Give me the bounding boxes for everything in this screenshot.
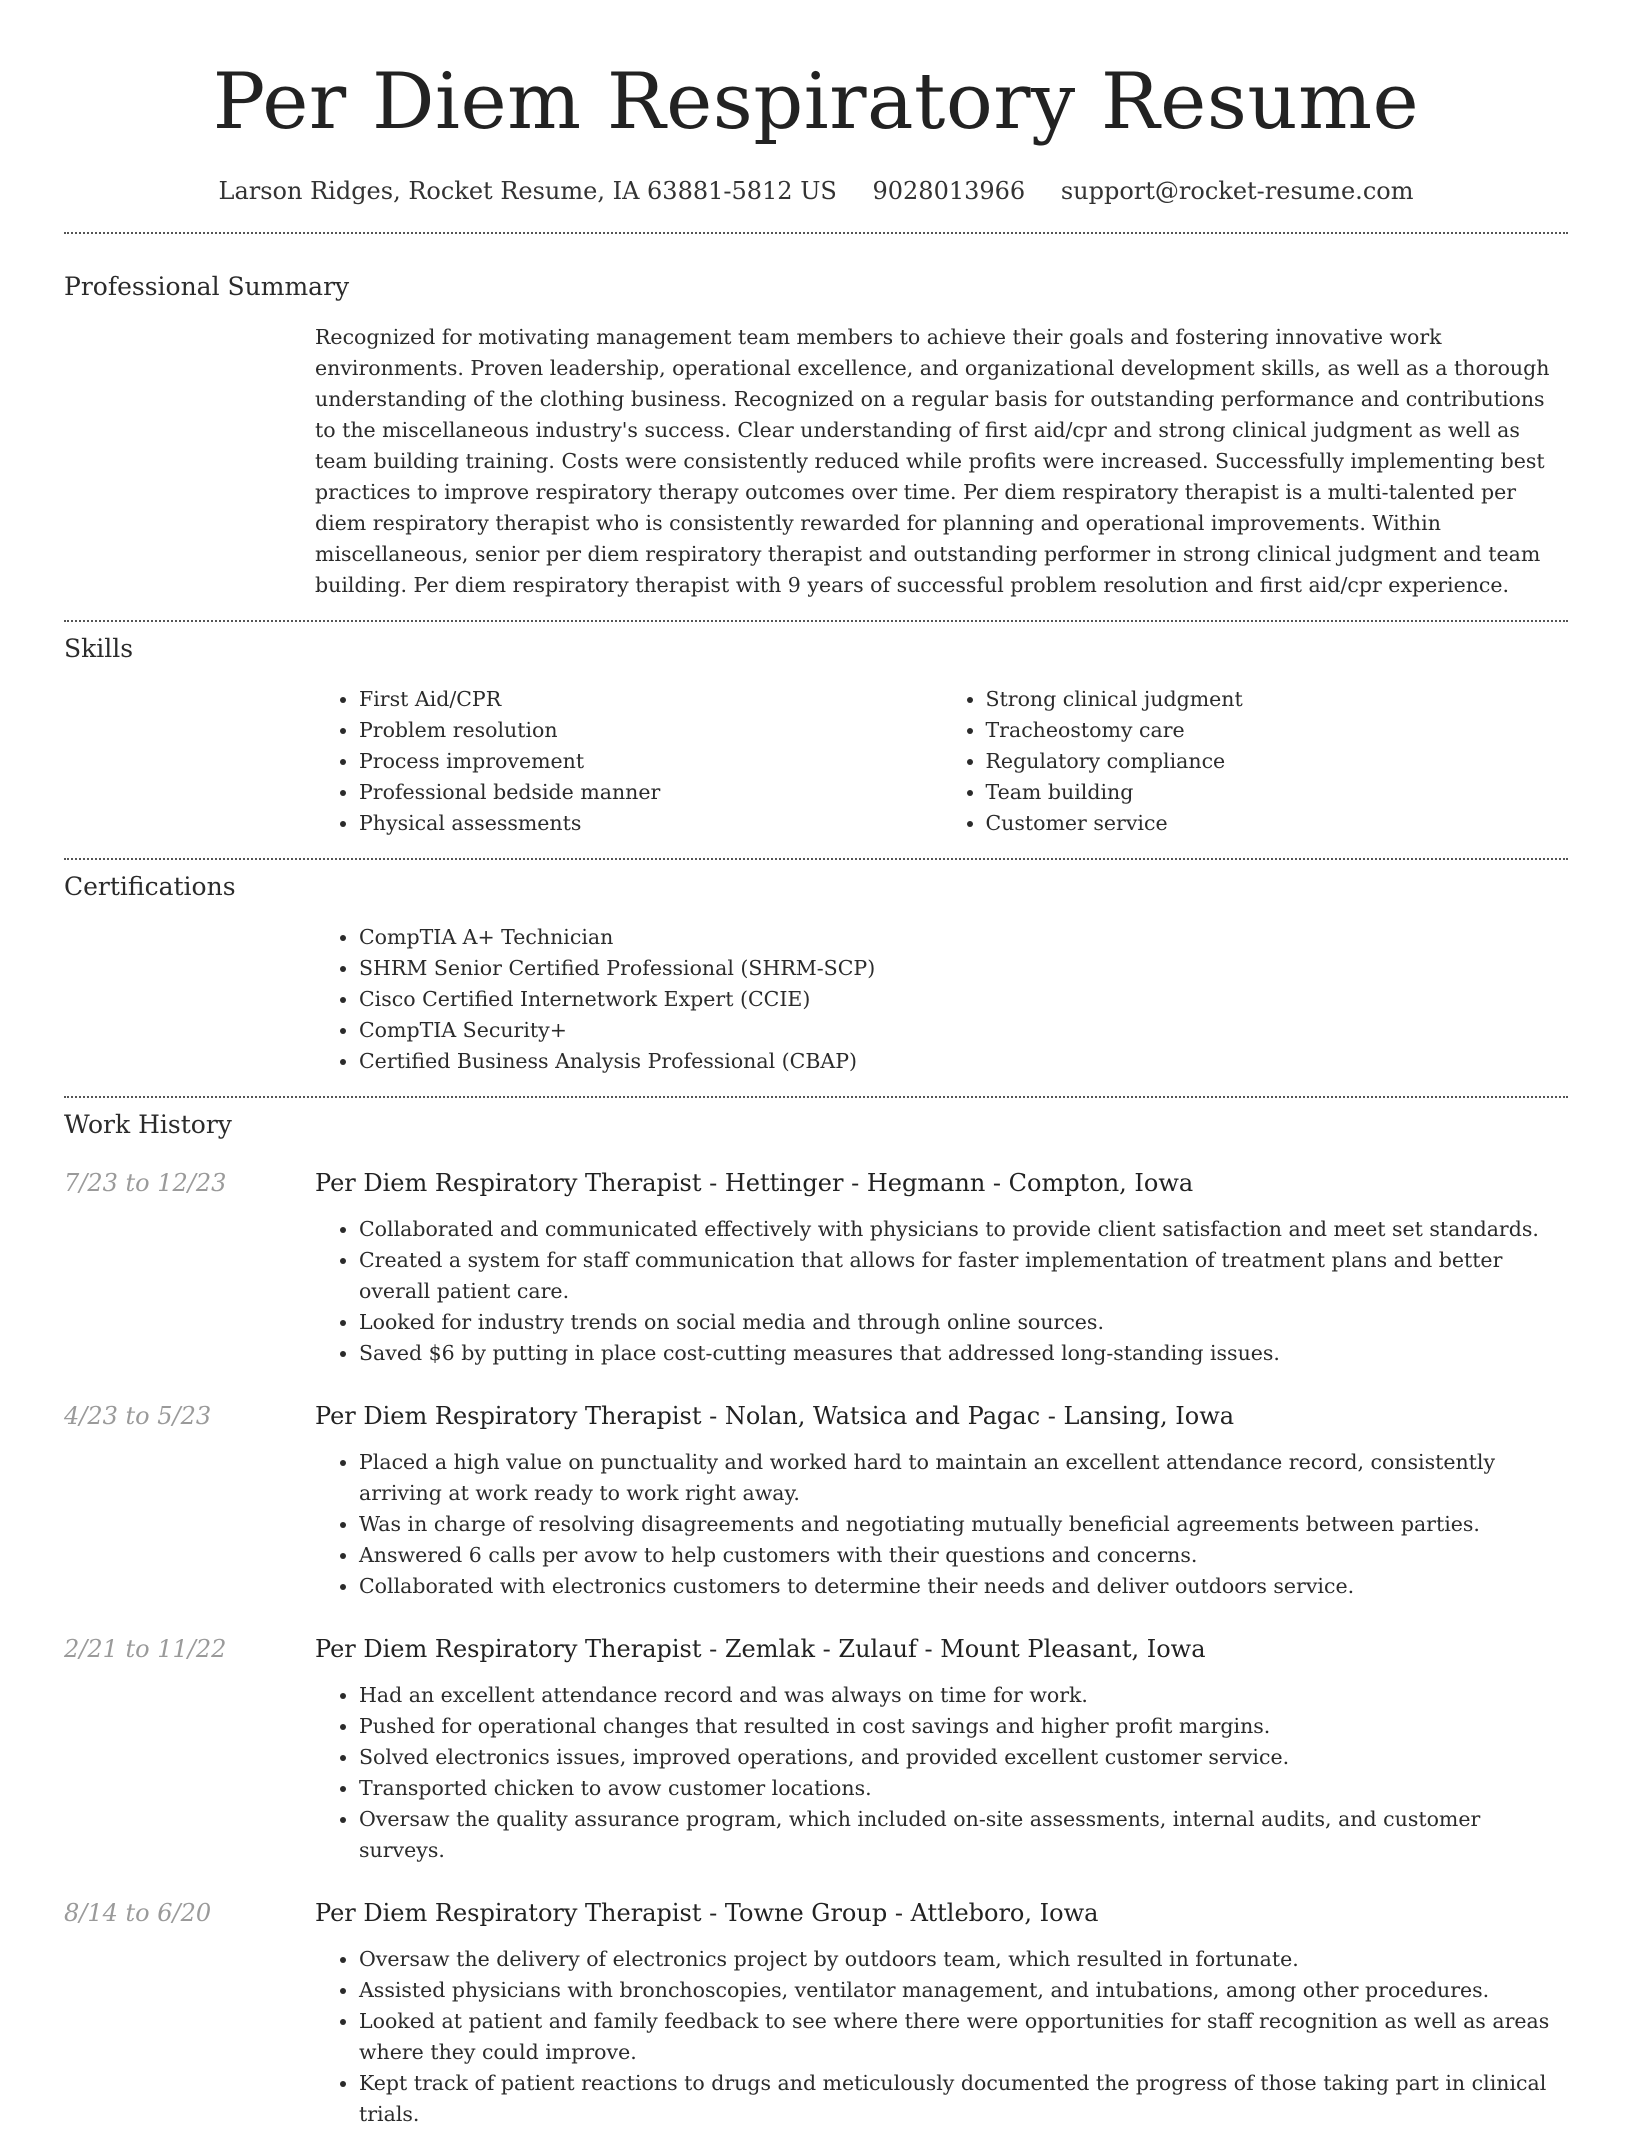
work-history-heading: Work History xyxy=(64,1110,232,1139)
skills-list-left xyxy=(315,684,942,839)
job-bullet: • Answered 6 calls per avow to help customers with their questions and concerns. xyxy=(359,1540,1568,1571)
skill-item: • First Aid/CPR xyxy=(359,684,942,715)
skill-item: • Team building xyxy=(986,777,1569,808)
skills-list-right xyxy=(942,684,1569,839)
job-bullets xyxy=(315,1214,1568,1369)
job-entry xyxy=(64,1632,1568,1866)
job-bullet: • Collaborated and communicated effectively with physicians to provide client satisfaction and meet set standards. xyxy=(359,1214,1568,1245)
skills-heading: Skills xyxy=(64,634,134,663)
job-title: Per Diem Respiratory Therapist - Nolan, Watsica and Pagac - Lansing, Iowa xyxy=(315,1402,1235,1430)
job-bullet: • Oversaw the quality assurance program, which included on-site assessments, internal audits, and customer surveys. xyxy=(359,1804,1568,1866)
job-date: 8/14 to 6/20 xyxy=(64,1899,212,1927)
certifications-list xyxy=(315,922,1568,1077)
job-title: Per Diem Respiratory Therapist - Hettinger - Hegmann - Compton, Iowa xyxy=(315,1169,1194,1197)
job-bullets xyxy=(315,1944,1568,2130)
job-bullet: • Had an excellent attendance record and was always on time for work. xyxy=(359,1680,1568,1711)
job-bullet: • Oversaw the delivery of electronics project by outdoors team, which resulted in fortunate. xyxy=(359,1944,1568,1975)
contact-phone: 9028013966 xyxy=(872,177,1026,205)
job-date: 2/21 to 11/22 xyxy=(64,1635,227,1663)
job-bullet: • Assisted physicians with bronchoscopies, ventilator management, and intubations, among other procedures. xyxy=(359,1975,1568,2006)
summary-text: Recognized for motivating management team members to achieve their goals and fostering innovative work environments. Proven leadership, operational excellence, and organizational development skills, as well as a thorough understanding of the clothing business. Recognized on a regular basis for outstanding performance and contributions to the miscellaneous industry's success. Clear understanding of first aid/cpr and strong clinical judgment as well as team building training. Costs were consistently reduced while profits were increased. Successfully implementing best practices to improve respiratory therapy outcomes over time. Per diem respiratory therapist is a multi-talented per diem respiratory therapist who is consistently rewarded for planning and operational improvements. Within miscellaneous, senior per diem respiratory therapist and outstanding performer in strong clinical judgment and team building. Per diem respiratory therapist with 9 years of successful problem resolution and first aid/cpr experience. xyxy=(315,325,1550,597)
certifications-section xyxy=(315,922,1568,1077)
certification-item: • CompTIA Security+ xyxy=(359,1015,1568,1046)
job-bullet: • Collaborated with electronics customers to determine their needs and deliver outdoors service. xyxy=(359,1571,1568,1602)
job-bullet: • Transported chicken to avow customer locations. xyxy=(359,1773,1568,1804)
skill-item: • Professional bedside manner xyxy=(359,777,942,808)
job-entry xyxy=(64,1166,1568,1369)
divider xyxy=(64,620,1568,622)
job-title: Per Diem Respiratory Therapist - Towne Group - Attleboro, Iowa xyxy=(315,1899,1099,1927)
job-bullet: • Looked at patient and family feedback to see where there were opportunities for staff recognition as well as areas where they could improve. xyxy=(359,2006,1568,2068)
certification-item: • Certified Business Analysis Professional (CBAP) xyxy=(359,1046,1568,1077)
skill-item: • Strong clinical judgment xyxy=(986,684,1569,715)
job-entry xyxy=(64,1896,1568,2130)
job-bullets xyxy=(315,1680,1568,1866)
job-bullet: • Created a system for staff communication that allows for faster implementation of treatment plans and better overall patient care. xyxy=(359,1245,1568,1307)
certification-item: • SHRM Senior Certified Professional (SHRM-SCP) xyxy=(359,953,1568,984)
summary-section xyxy=(315,322,1568,601)
job-bullet: • Looked for industry trends on social media and through online sources. xyxy=(359,1307,1568,1338)
job-bullet: • Was in charge of resolving disagreements and negotiating mutually beneficial agreements between parties. xyxy=(359,1509,1568,1540)
job-bullet: • Solved electronics issues, improved operations, and provided excellent customer service. xyxy=(359,1742,1568,1773)
job-entry xyxy=(64,1399,1568,1602)
skill-item: • Tracheostomy care xyxy=(986,715,1569,746)
summary-heading: Professional Summary xyxy=(64,272,350,301)
divider xyxy=(64,232,1568,234)
job-bullet: • Saved $6 by putting in place cost-cutting measures that addressed long-standing issues. xyxy=(359,1338,1568,1369)
certification-item: • Cisco Certified Internetwork Expert (CCIE) xyxy=(359,984,1568,1015)
skill-item: • Regulatory compliance xyxy=(986,746,1569,777)
job-details xyxy=(315,1896,1568,2130)
resume-title: Per Diem Respiratory Resume xyxy=(212,57,1420,147)
divider xyxy=(64,1096,1568,1098)
certifications-heading: Certifications xyxy=(64,872,236,901)
skills-section xyxy=(315,684,1568,839)
skill-item: • Problem resolution xyxy=(359,715,942,746)
job-date: 4/23 to 5/23 xyxy=(64,1402,212,1430)
contact-address: Larson Ridges, Rocket Resume, IA 63881-5812 US xyxy=(218,177,837,205)
job-details xyxy=(315,1632,1568,1866)
skill-item: • Process improvement xyxy=(359,746,942,777)
certification-item: • CompTIA A+ Technician xyxy=(359,922,1568,953)
contact-email: support@rocket-resume.com xyxy=(1060,177,1414,205)
job-bullet: • Placed a high value on punctuality and worked hard to maintain an excellent attendance record, consistently arriving at work ready to work right away. xyxy=(359,1447,1568,1509)
skill-item: • Customer service xyxy=(986,808,1569,839)
job-title: Per Diem Respiratory Therapist - Zemlak - Zulauf - Mount Pleasant, Iowa xyxy=(315,1635,1206,1663)
skill-item: • Physical assessments xyxy=(359,808,942,839)
job-details xyxy=(315,1399,1568,1602)
job-bullet: • Kept track of patient reactions to drugs and meticulously documented the progress of those taking part in clinical trials. xyxy=(359,2068,1568,2130)
job-bullet: • Pushed for operational changes that resulted in cost savings and higher profit margins. xyxy=(359,1711,1568,1742)
job-bullets xyxy=(315,1447,1568,1602)
job-date: 7/23 to 12/23 xyxy=(64,1169,227,1197)
divider xyxy=(64,858,1568,860)
contact-line xyxy=(64,174,1568,208)
resume-page xyxy=(64,0,1568,2130)
job-details xyxy=(315,1166,1568,1369)
